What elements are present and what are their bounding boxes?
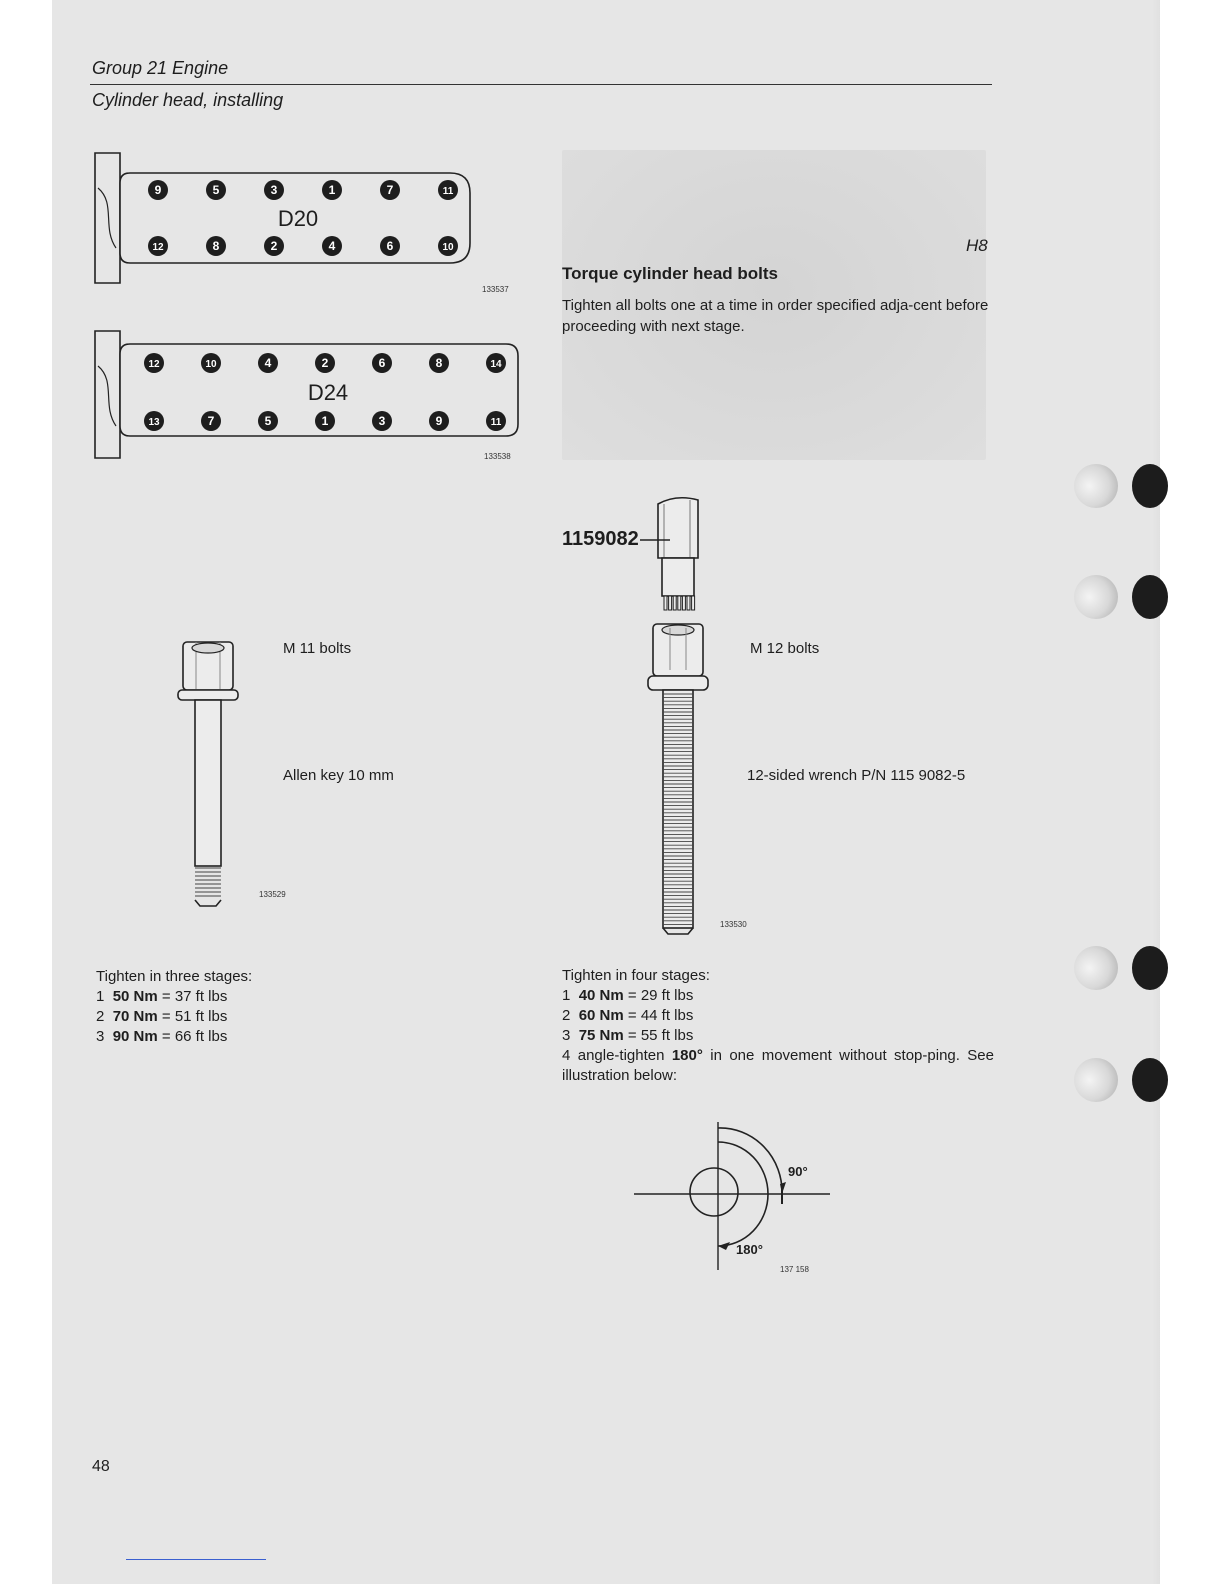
torque-section-title: Torque cylinder head bolts [562, 264, 778, 283]
wrench-spline-tooth [664, 596, 667, 610]
m11-tightening-stages [96, 967, 496, 1047]
binder-hole [1132, 575, 1168, 619]
m11-bolt-illustration [170, 636, 260, 911]
m12-figure-number: 133530 [720, 920, 747, 929]
wrench-part-number: 1159082 [562, 528, 639, 550]
d24-bolt-number: 14 [490, 359, 502, 370]
d24-bolt-number: 13 [148, 417, 160, 428]
m12-stage-row: 2 60 Nm = 44 ft lbs [562, 1007, 694, 1024]
photo-reference: H8 [966, 236, 988, 255]
d24-bolt-number: 3 [378, 414, 386, 428]
d20-bolt-number: 3 [270, 183, 278, 197]
m11-stage-row: 1 50 Nm = 37 ft lbs [96, 988, 228, 1005]
d24-bolt-number: 12 [148, 359, 160, 370]
group-heading: Group 21 Engine [92, 58, 229, 78]
m11-stage-row: 3 90 Nm = 66 ft lbs [96, 1028, 228, 1045]
wrench-spline-tooth [673, 596, 676, 610]
wrench-spline-tooth [669, 596, 672, 610]
m12-stage-row: 3 75 Nm = 55 ft lbs [562, 1027, 694, 1044]
page-spine-shadow [1152, 0, 1160, 1584]
d20-bolt-number: 1 [328, 183, 336, 197]
d20-bolt-number: 10 [442, 242, 454, 253]
angle-tightening-diagram [630, 1120, 840, 1280]
d24-bolt-number: 8 [435, 356, 443, 370]
wrench-spline-tooth [682, 596, 685, 610]
d20-bolt-sequence-diagram [90, 148, 530, 298]
section-subtitle: Cylinder head, installing [92, 90, 284, 110]
m11-label: M 11 bolts [283, 640, 352, 657]
d24-label: D24 [307, 380, 349, 405]
footer-link-underline [126, 1559, 266, 1560]
d24-bolt-number: 5 [264, 414, 272, 428]
d20-bolt-number: 5 [212, 183, 220, 197]
d20-bolt-number: 12 [152, 242, 164, 253]
binder-hole [1132, 946, 1168, 990]
d20-bolt-number: 9 [154, 183, 162, 197]
d20-label: D20 [277, 206, 319, 231]
m12-stages-intro: Tighten in four stages: [562, 967, 710, 984]
d20-figure-number: 133537 [482, 285, 509, 294]
d24-bolt-number: 9 [435, 414, 443, 428]
d24-bolt-number: 10 [205, 359, 217, 370]
angle-diagram-figure-number: 137 158 [780, 1265, 809, 1274]
m11-tool-label: Allen key 10 mm [283, 767, 394, 784]
d20-bolt-number: 8 [212, 239, 220, 253]
d20-bolt-number: 7 [386, 183, 394, 197]
binder-hole-shadow [1074, 464, 1118, 508]
d24-figure-number: 133538 [484, 452, 511, 461]
page-number: 48 [92, 1458, 110, 1475]
d24-bolt-number: 4 [264, 356, 272, 370]
m11-figure-number: 133529 [259, 890, 286, 899]
d20-bolt-number: 11 [442, 186, 454, 197]
m12-bolt-and-wrench-illustration [640, 490, 730, 940]
d24-bolt-number: 7 [207, 414, 215, 428]
header-rule [90, 84, 992, 85]
angle-label-90: 90° [788, 1164, 808, 1179]
binder-hole-shadow [1074, 575, 1118, 619]
wrench-spline-tooth [687, 596, 690, 610]
wrench-spline-tooth [678, 596, 681, 610]
binder-hole-shadow [1074, 1058, 1118, 1102]
binder-hole [1132, 464, 1168, 508]
m12-tightening-stages [562, 966, 994, 1086]
binder-hole [1132, 1058, 1168, 1102]
d24-bolt-sequence-diagram [90, 326, 530, 466]
d24-bolt-number: 1 [321, 414, 329, 428]
m12-label: M 12 bolts [750, 640, 820, 657]
m11-stages-intro: Tighten in three stages: [96, 968, 253, 985]
m11-stage-row: 2 70 Nm = 51 ft lbs [96, 1008, 228, 1025]
m12-stage-row: 1 40 Nm = 29 ft lbs [562, 987, 694, 1004]
binder-hole-shadow [1074, 946, 1118, 990]
torque-section-body: Tighten all bolts one at a time in order specified adja-cent before proceeding with next stage. [562, 297, 989, 335]
d24-bolt-number: 6 [378, 356, 386, 370]
d20-bolt-number: 4 [328, 239, 336, 253]
d20-bolt-number: 2 [270, 239, 278, 253]
d24-bolt-number: 2 [321, 356, 329, 370]
angle-label-180: 180° [736, 1242, 763, 1257]
m12-tool-label: 12-sided wrench P/N 115 9082-5 [747, 767, 966, 784]
m12-stage-4: 4 angle-tighten 180° in one movement without stop-ping. See illustration below: [562, 1047, 994, 1084]
wrench-spline-tooth [692, 596, 695, 610]
d24-bolt-number: 11 [490, 417, 502, 428]
d20-bolt-number: 6 [386, 239, 394, 253]
